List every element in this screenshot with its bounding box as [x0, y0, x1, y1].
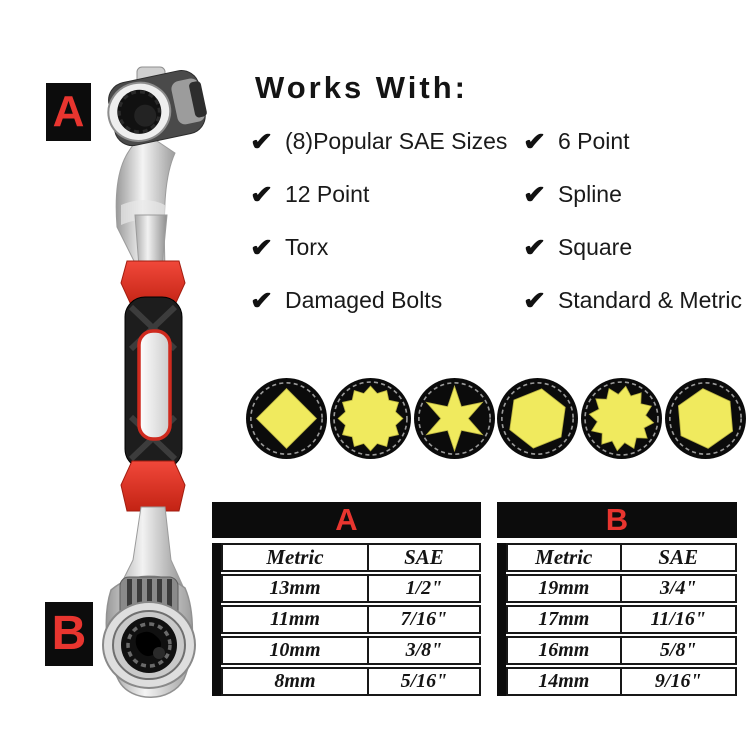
list-item: [251, 285, 507, 316]
metric-value: 10mm: [223, 638, 369, 663]
table-row: [506, 636, 737, 665]
column-header-sae: SAE: [404, 545, 444, 569]
list-item-label: Damaged Bolts: [284, 287, 443, 313]
sae-value: 11/16": [650, 608, 707, 630]
list-item-label: 12 Point: [284, 181, 370, 207]
list-item-label: (8)Popular SAE Sizes: [284, 128, 508, 154]
sae-value: 1/2": [405, 577, 443, 599]
sae-value: 9/16": [654, 670, 702, 692]
sae-value: 5/16": [400, 670, 448, 692]
check-icon: ✔: [522, 180, 547, 209]
table-row: [221, 605, 481, 634]
hex-socket-icon: [665, 378, 746, 459]
table-b-label: B: [497, 502, 737, 538]
list-item: [251, 232, 507, 263]
sae-value: 3/4": [659, 577, 697, 599]
table-row: [506, 605, 737, 634]
square-drive-socket-icon: [246, 378, 327, 459]
socket-shapes-row: [246, 377, 746, 459]
label-a-text: A: [52, 87, 85, 136]
conversion-table-a: [212, 502, 481, 696]
check-icon: ✔: [522, 127, 547, 156]
conversion-table-b: [497, 502, 737, 696]
sae-value: 7/16": [400, 608, 448, 630]
table-row: [506, 667, 737, 696]
list-item: [524, 232, 742, 263]
sae-value: 5/8": [659, 639, 697, 661]
table-b-body: [497, 543, 737, 696]
table-row: [221, 667, 481, 696]
list-item-label: Standard & Metric: [557, 287, 743, 313]
label-b-tag: [45, 602, 93, 666]
table-a-body: [212, 543, 481, 696]
check-icon: ✔: [522, 233, 547, 262]
checklist-left-column: [251, 126, 507, 316]
check-icon: ✔: [249, 180, 274, 209]
metric-value: 13mm: [223, 576, 369, 601]
column-header-metric: Metric: [223, 545, 369, 570]
metric-value: 17mm: [508, 607, 622, 632]
torx-socket-icon: [414, 378, 495, 459]
table-row: [221, 574, 481, 603]
list-item-label: 6 Point: [557, 128, 630, 154]
list-item: [251, 126, 507, 157]
label-a-tag: [46, 83, 91, 141]
metric-value: 11mm: [223, 607, 369, 632]
label-b-text: B: [51, 607, 87, 660]
twelve-point-socket-icon: [581, 378, 662, 459]
table-a-label: A: [212, 502, 481, 538]
list-item: [524, 285, 742, 316]
list-item: [524, 179, 742, 210]
list-item-label: Square: [557, 234, 633, 260]
table-row: [506, 574, 737, 603]
check-icon: ✔: [522, 286, 547, 315]
metric-value: 14mm: [508, 669, 622, 694]
table-header-row: [506, 543, 737, 572]
table-header-row: [221, 543, 481, 572]
six-point-hex-socket-icon: [497, 378, 578, 459]
check-icon: ✔: [249, 233, 274, 262]
list-item: [524, 126, 742, 157]
sae-value: 3/8": [405, 639, 443, 661]
spline-socket-icon: [330, 378, 411, 459]
works-with-title: Works With:: [255, 70, 468, 105]
checklist-right-column: [524, 126, 742, 316]
column-header-sae: SAE: [658, 545, 699, 569]
check-icon: ✔: [249, 286, 274, 315]
list-item-label: Spline: [557, 181, 622, 207]
table-row: [221, 636, 481, 665]
list-item: [251, 179, 507, 210]
metric-value: 16mm: [508, 638, 622, 663]
column-header-metric: Metric: [508, 545, 622, 570]
list-item-label: Torx: [284, 234, 329, 260]
metric-value: 8mm: [223, 669, 369, 694]
check-icon: ✔: [249, 127, 274, 156]
metric-value: 19mm: [508, 576, 622, 601]
